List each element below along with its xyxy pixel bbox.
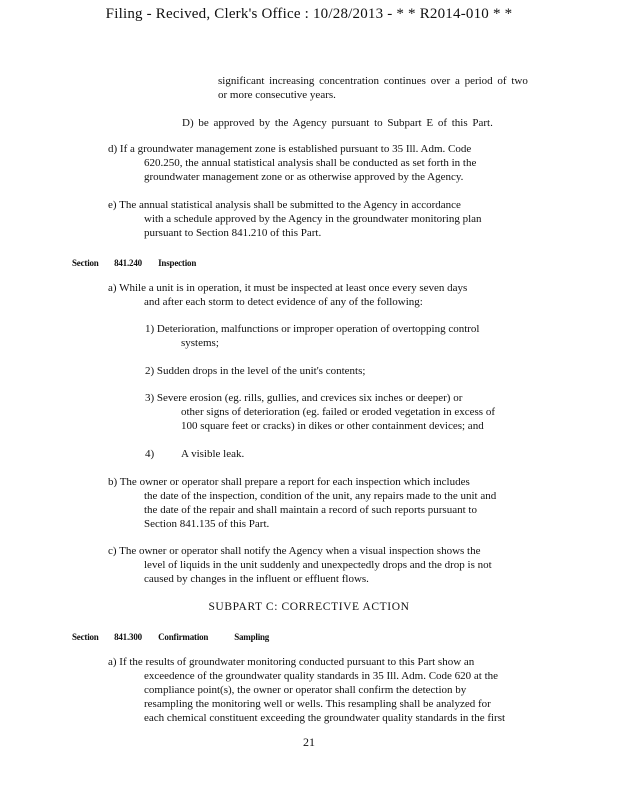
section-841-300-heading <box>72 630 269 644</box>
section-841-240-heading <box>72 256 196 270</box>
continuation-paragraph <box>218 74 538 102</box>
continuation-line-2: or more consecutive years. <box>218 89 336 101</box>
page-number: 21 <box>303 735 315 749</box>
continuation-line-1: significant increasing concentration continues over a period of two <box>218 75 528 87</box>
s240-a3-line-3: 100 square feet or cracks) in dikes or other containment devices; and <box>181 420 484 432</box>
s300-a-line-4: resampling the monitoring well or wells. This resampling shall be analyzed for <box>144 698 491 710</box>
item-d-line-1: d) If a groundwater management zone is established pursuant to 35 Ill. Adm. Code <box>108 143 472 155</box>
subpart-c-heading: SUBPART C: CORRECTIVE ACTION <box>208 601 410 613</box>
item-e-paragraph <box>108 198 528 240</box>
s240-a-line-1: a) While a unit is in operation, it must be inspected at least once every seven days <box>108 282 468 294</box>
item-e-line-1: e) The annual statistical analysis shall be submitted to the Agency in accordance <box>108 199 461 211</box>
item-D-paragraph: D) be approved by the Agency pursuant to Subpart E of this Part. <box>182 117 493 129</box>
s240-a4-text: A visible leak. <box>181 448 245 460</box>
item-e-line-3: pursuant to Section 841.210 of this Part. <box>144 227 322 239</box>
s240-a1-line-1: 1) Deterioration, malfunctions or improper operation of overtopping control <box>145 323 480 335</box>
item-d-line-3: groundwater management zone or as otherwise approved by the Agency. <box>144 171 464 183</box>
s240-b-line-3: the date of the repair and shall maintain a record of such reports pursuant to <box>144 504 477 516</box>
s240-b-line-4: Section 841.135 of this Part. <box>144 518 270 530</box>
s240-a-paragraph <box>108 281 528 309</box>
section-number: 841.300 <box>114 632 142 642</box>
s240-a1-line-2: systems; <box>181 337 219 349</box>
s300-a-line-2: exceedence of the groundwater quality standards in 35 Ill. Adm. Code 620 at the <box>144 670 499 682</box>
section-number: 841.240 <box>114 258 142 268</box>
s240-c-line-2: level of liquids in the unit suddenly and unexpectedly drops and the drop is not <box>144 559 492 571</box>
s240-a3-paragraph <box>145 391 535 433</box>
section-label: Section <box>72 632 99 642</box>
s240-a4-number: 4) <box>145 448 155 460</box>
item-e-line-2: with a schedule approved by the Agency in the groundwater monitoring plan <box>144 213 482 225</box>
section-title: Inspection <box>158 258 197 268</box>
s240-a-line-2: and after each storm to detect evidence of any of the following: <box>144 296 423 308</box>
item-d-paragraph <box>108 142 528 184</box>
s240-c-paragraph <box>108 544 528 586</box>
s240-a1-paragraph <box>145 322 535 350</box>
section-label: Section <box>72 258 99 268</box>
s240-a3-line-2: other signs of deterioration (eg. failed or eroded vegetation in excess of <box>181 406 495 418</box>
s240-a2-paragraph: 2) Sudden drops in the level of the unit's contents; <box>145 365 366 377</box>
s300-a-line-1: a) If the results of groundwater monitoring conducted pursuant to this Part show an <box>108 656 475 668</box>
s300-a-paragraph <box>108 655 538 725</box>
s240-a3-line-1: 3) Severe erosion (eg. rills, gullies, and crevices six inches or deeper) or <box>145 392 463 404</box>
filing-header: Filing - Recived, Clerk's Office : 10/28/2013 - * * R2014-010 * * <box>105 6 513 22</box>
s240-b-line-1: b) The owner or operator shall prepare a report for each inspection which includes <box>108 476 470 488</box>
section-title-part-1: Confirmation <box>158 632 209 642</box>
section-title-part-2: Sampling <box>234 632 270 642</box>
item-d-line-2: 620.250, the annual statistical analysis shall be conducted as set forth in the <box>144 157 477 169</box>
s240-b-line-2: the date of the inspection, condition of the unit, any repairs made to the unit and <box>144 490 497 502</box>
s300-a-line-5: each chemical constituent exceeding the groundwater quality standards in the first <box>144 712 506 724</box>
s240-c-line-1: c) The owner or operator shall notify the Agency when a visual inspection shows the <box>108 545 481 557</box>
s240-c-line-3: caused by changes in the influent or effluent flows. <box>144 573 369 585</box>
s240-a4-paragraph <box>145 447 535 461</box>
s240-b-paragraph <box>108 475 528 531</box>
s300-a-line-3: compliance point(s), the owner or operator shall confirm the detection by <box>144 684 467 696</box>
